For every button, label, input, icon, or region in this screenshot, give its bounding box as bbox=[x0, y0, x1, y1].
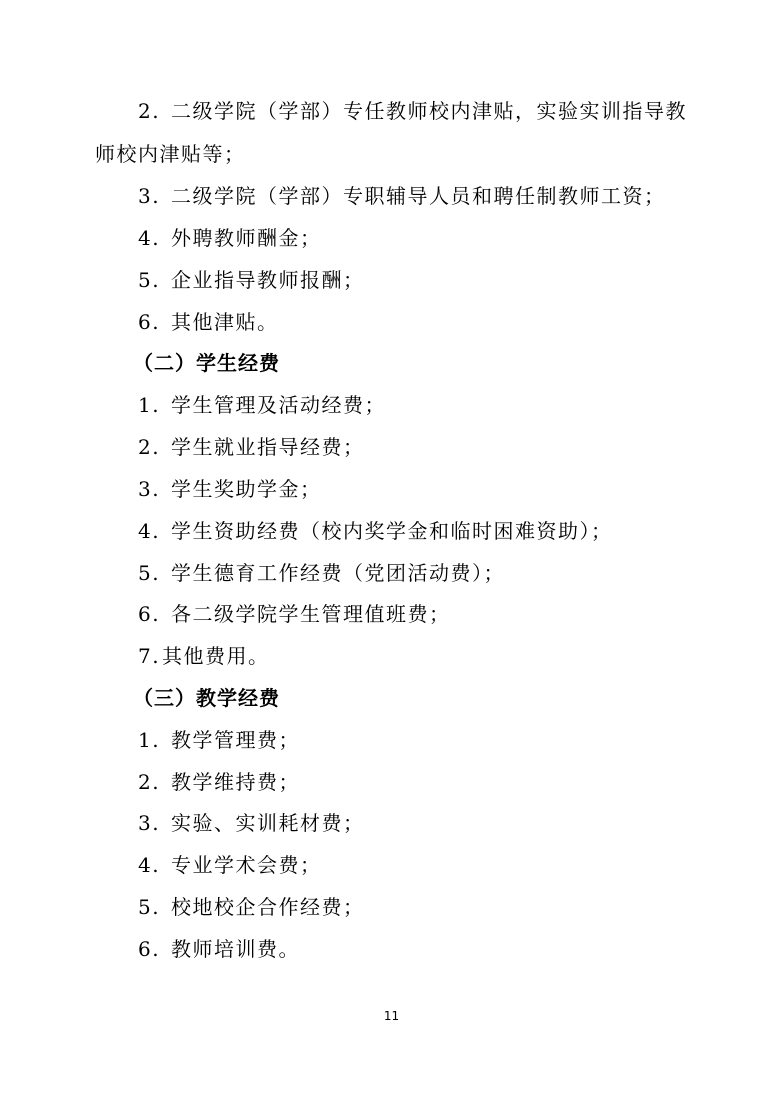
item-number: 3. bbox=[138, 811, 161, 835]
item-text: 二级学院（学部）专职辅导人员和聘任制教师工资； bbox=[171, 184, 666, 208]
list-item-continuation bbox=[95, 140, 246, 168]
item-number: 3. bbox=[138, 184, 161, 208]
item-number: 2. bbox=[138, 99, 161, 123]
item-text: 学生管理及活动经费； bbox=[171, 393, 386, 417]
item-number: 2. bbox=[138, 435, 161, 459]
item-number: 4. bbox=[138, 226, 161, 250]
list-item bbox=[138, 475, 322, 503]
list-item bbox=[138, 935, 300, 963]
item-text: 实验、实训耗材费； bbox=[171, 811, 365, 835]
item-text: 企业指导教师报酬； bbox=[171, 268, 365, 292]
item-text: 校地校企合作经费； bbox=[171, 895, 365, 919]
section-heading-teaching-funds: （三）教学经费 bbox=[133, 686, 280, 710]
list-item bbox=[138, 726, 300, 754]
list-item bbox=[138, 224, 322, 252]
list-item bbox=[138, 266, 365, 294]
item-text: 教学维持费； bbox=[171, 770, 300, 794]
list-item bbox=[138, 391, 386, 419]
list-item bbox=[138, 768, 300, 796]
list-item bbox=[138, 600, 451, 628]
list-item bbox=[138, 97, 687, 125]
list-item bbox=[138, 642, 270, 670]
list-item bbox=[138, 433, 365, 461]
item-number: 3. bbox=[138, 477, 161, 501]
item-number: 1. bbox=[138, 728, 161, 752]
item-number: 2. bbox=[138, 770, 161, 794]
item-number: 4. bbox=[138, 519, 161, 543]
list-item bbox=[138, 517, 613, 545]
list-item bbox=[138, 851, 322, 879]
item-number: 5. bbox=[138, 268, 161, 292]
list-item bbox=[138, 809, 365, 837]
page-number: 11 bbox=[383, 1009, 400, 1023]
item-text: 师校内津贴等； bbox=[95, 142, 246, 166]
list-item bbox=[138, 893, 365, 921]
item-text: 外聘教师酬金； bbox=[171, 226, 322, 250]
item-text: 各二级学院学生管理值班费； bbox=[171, 602, 451, 626]
item-text: 教学管理费； bbox=[171, 728, 300, 752]
item-text: 学生资助经费（校内奖学金和临时困难资助）； bbox=[171, 519, 613, 543]
item-number: 7. bbox=[138, 644, 161, 668]
item-text: 教师培训费。 bbox=[171, 937, 300, 961]
list-item bbox=[138, 559, 505, 587]
item-number: 6. bbox=[138, 310, 161, 334]
item-text: 学生就业指导经费； bbox=[171, 435, 365, 459]
item-text: 专业学术会费； bbox=[171, 853, 322, 877]
list-item bbox=[138, 308, 279, 336]
section-heading-student-funds: （二）学生经费 bbox=[133, 351, 280, 375]
item-number: 6. bbox=[138, 602, 161, 626]
item-number: 5. bbox=[138, 561, 161, 585]
item-number: 6. bbox=[138, 937, 161, 961]
item-number: 4. bbox=[138, 853, 161, 877]
list-item bbox=[138, 182, 666, 210]
item-text: 其他费用。 bbox=[162, 644, 270, 668]
item-text: 学生德育工作经费（党团活动费）； bbox=[171, 561, 505, 585]
item-number: 1. bbox=[138, 393, 161, 417]
item-text: 学生奖助学金； bbox=[171, 477, 322, 501]
item-text: 二级学院（学部）专任教师校内津贴，实验实训指导教 bbox=[171, 99, 687, 123]
item-text: 其他津贴。 bbox=[171, 310, 279, 334]
item-number: 5. bbox=[138, 895, 161, 919]
